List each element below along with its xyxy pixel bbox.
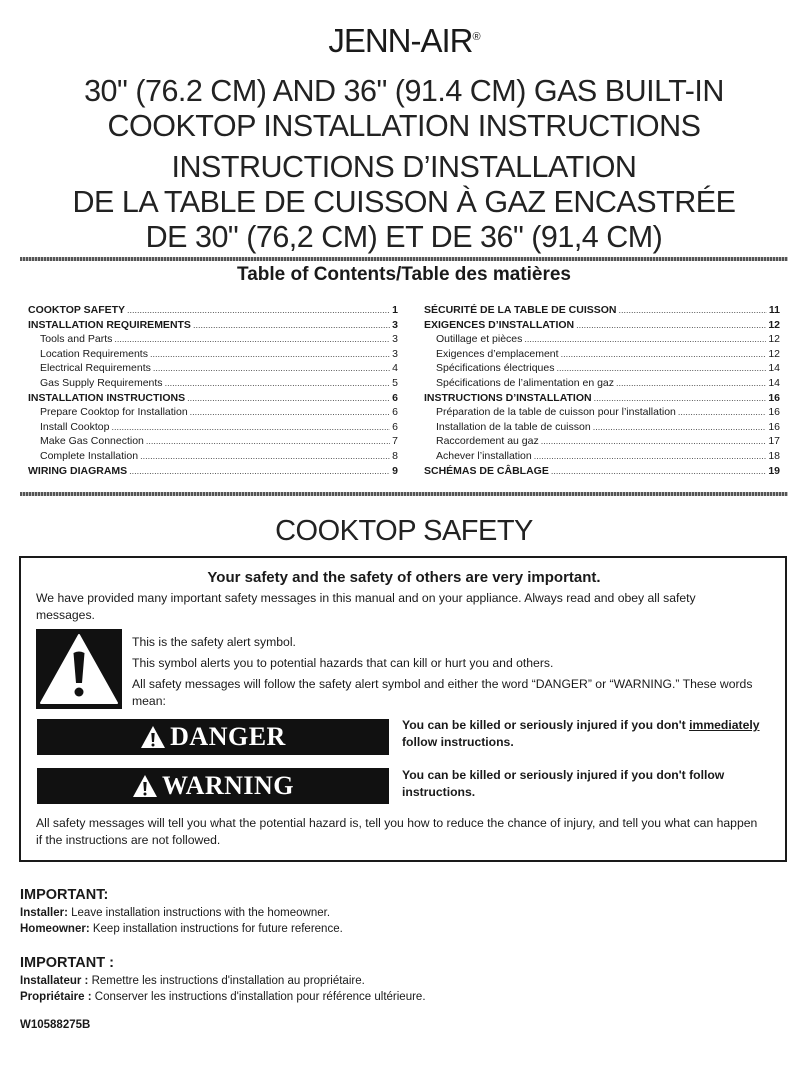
toc-entry (424, 421, 780, 436)
important-installer-en (20, 906, 330, 921)
toc-entry-page: 16 (768, 420, 780, 433)
toc-dot-leader (114, 334, 390, 344)
document-code: W10588275B (20, 1019, 91, 1031)
important-homeowner-fr (20, 990, 426, 1005)
title-french (0, 150, 808, 255)
toc-entry-label: Spécifications électriques (436, 362, 555, 375)
toc-entry-page: 3 (392, 333, 398, 346)
toc-entry (424, 435, 780, 450)
toc-entry-page: 1 (392, 304, 398, 316)
toc-entry-label: INSTALLATION REQUIREMENTS (28, 318, 191, 331)
toc-entry-page: 19 (768, 464, 780, 477)
toc-entry-page: 6 (392, 420, 398, 433)
toc-entry (28, 333, 398, 348)
toc-dot-leader (619, 305, 767, 315)
toc-entry-page: 17 (768, 435, 780, 448)
toc-dot-leader (678, 407, 766, 417)
registered-mark: ® (472, 31, 480, 43)
installer-text-en: Leave installation instructions with the homeowner. (67, 907, 331, 919)
toc-dot-leader (541, 436, 767, 446)
toc-entry (28, 450, 398, 465)
toc-entry-page: 16 (768, 391, 780, 404)
toc-entry-label: Raccordement au gaz (436, 435, 539, 448)
symbol-line-1: This is the safety alert symbol. (132, 635, 296, 649)
toc-entry-label: SÉCURITÉ DE LA TABLE DE CUISSON (424, 304, 617, 316)
toc-dot-leader (193, 320, 390, 330)
toc-entry-page: 12 (768, 347, 780, 360)
toc-entry-page: 8 (392, 449, 398, 462)
toc-entry-page: 14 (768, 362, 780, 375)
toc-entry (28, 435, 398, 450)
important-heading-fr: IMPORTANT : (20, 955, 114, 971)
toc-french-column (424, 304, 780, 479)
toc-entry-label: Complete Installation (40, 449, 139, 462)
toc-dot-leader (190, 407, 390, 417)
installer-label-en: Installer: (20, 907, 68, 919)
title-french-line-3: DE 30" (76,2 CM) ET DE 36" (91,4 CM) (145, 220, 663, 254)
toc-dot-leader (593, 422, 767, 432)
toc-entry-page: 12 (768, 318, 780, 331)
important-heading-en: IMPORTANT: (20, 887, 109, 903)
toc-entry-label: Gas Supply Requirements (40, 376, 163, 389)
toc-entry-label: COOKTOP SAFETY (28, 304, 126, 316)
toc-dot-leader (524, 334, 766, 344)
toc-divider (20, 492, 788, 496)
toc-entry-label: Make Gas Connection (40, 435, 144, 448)
toc-entry (424, 304, 780, 319)
homeowner-text-fr: Conserver les instructions d'installation pour référence ultérieure. (91, 991, 426, 1003)
toc-entry-page: 7 (392, 435, 398, 448)
danger-label (37, 719, 389, 755)
toc-entry (28, 377, 398, 392)
important-homeowner-en (20, 922, 343, 937)
section-title: COOKTOP SAFETY (275, 515, 533, 547)
toc-entry-label: Location Requirements (40, 347, 148, 360)
toc-entry-page: 6 (392, 406, 398, 419)
toc-entry (28, 319, 398, 334)
important-installer-fr (20, 974, 365, 989)
toc-entry-page: 5 (392, 376, 398, 389)
toc-english-column (28, 304, 398, 479)
toc-entry (424, 406, 780, 421)
toc-entry (28, 406, 398, 421)
toc-entry-label: SCHÉMAS DE CÂBLAGE (424, 464, 549, 477)
toc-entry-label: Electrical Requirements (40, 362, 151, 375)
toc-entry-page: 3 (392, 318, 398, 331)
toc-entry-page: 9 (392, 464, 398, 477)
symbol-line-3: All safety messages will follow the safety alert symbol and either the word “DANGER” or “WARNING.” These words mean: (132, 677, 753, 708)
toc-entry-label: Prepare Cooktop for Installation (40, 406, 188, 419)
toc-dot-leader (150, 349, 390, 359)
toc-entry-page: 4 (392, 362, 398, 375)
toc-dot-leader (165, 378, 391, 388)
toc-dot-leader (127, 305, 390, 315)
toc-dot-leader (129, 466, 390, 476)
toc-entry (424, 348, 780, 363)
toc-entry-label: WIRING DIAGRAMS (28, 464, 128, 477)
toc-dot-leader (594, 393, 767, 403)
toc-entry-label: Spécifications de l’alimentation en gaz (436, 376, 615, 389)
toc-entry-page: 18 (768, 449, 780, 462)
warning-label (37, 768, 389, 804)
danger-text-emphasis: immediately (689, 718, 760, 732)
toc-entry (424, 392, 780, 407)
title-english-line-1: 30" (76.2 CM) AND 36" (91.4 CM) GAS BUILT-IN (84, 74, 724, 108)
toc-entry-page: 3 (392, 347, 398, 360)
danger-alert-icon (140, 725, 166, 749)
toc-entry-page: 14 (768, 376, 780, 389)
brand-name: JENN-AIR (328, 22, 473, 59)
toc-dot-leader (534, 451, 767, 461)
toc-entry (28, 348, 398, 363)
warning-alert-icon (132, 774, 158, 798)
toc-dot-leader (146, 436, 390, 446)
danger-text-end: follow instructions. (402, 735, 514, 749)
toc-entry-label: Install Cooktop (40, 420, 110, 433)
title-english (0, 74, 808, 144)
homeowner-label-en: Homeowner: (20, 923, 90, 935)
toc-entry (424, 333, 780, 348)
toc-entry (28, 421, 398, 436)
safety-outro: All safety messages will tell you what the potential hazard is, tell you how to reduce the chance of injury, and tell you what can happen if the instructions are not followed. (36, 816, 758, 847)
toc-entry-page: 11 (768, 304, 780, 316)
installer-label-fr: Installateur : (20, 975, 89, 987)
toc-entry-label: Outillage et pièces (436, 333, 523, 346)
toc-entry-page: 12 (768, 333, 780, 346)
header-divider (20, 257, 788, 261)
toc-entry-label: INSTRUCTIONS D’INSTALLATION (424, 391, 592, 404)
safety-alert-icon (36, 629, 122, 709)
toc-entry (424, 450, 780, 465)
toc-entry (28, 392, 398, 407)
title-english-line-2: COOKTOP INSTALLATION INSTRUCTIONS (107, 109, 701, 143)
installer-text-fr: Remettre les instructions d'installation au propriétaire. (88, 975, 365, 987)
toc-dot-leader (616, 378, 766, 388)
toc-entry-label: Installation de la table de cuisson (436, 420, 591, 433)
toc-entry-label: Achever l’installation (436, 449, 532, 462)
toc-entry (28, 465, 398, 480)
toc-entry (424, 377, 780, 392)
toc-entry (424, 465, 780, 480)
toc-entry-label: EXIGENCES D’INSTALLATION (424, 318, 575, 331)
toc-entry-label: INSTALLATION INSTRUCTIONS (28, 391, 186, 404)
danger-label-text: DANGER (170, 722, 286, 751)
toc-entry-label: Tools and Parts (40, 333, 113, 346)
toc-entry (28, 362, 398, 377)
warning-label-text: WARNING (161, 771, 295, 800)
toc-entry-page: 6 (392, 391, 398, 404)
toc-entry (424, 362, 780, 377)
homeowner-label-fr: Propriétaire : (20, 991, 92, 1003)
symbol-line-2: This symbol alerts you to potential hazards that can kill or hurt you and others. (132, 656, 554, 670)
toc-dot-leader (111, 422, 390, 432)
danger-text-start: You can be killed or seriously injured if you don't (402, 718, 690, 732)
toc-entry (28, 304, 398, 319)
toc-dot-leader (153, 363, 390, 373)
toc-entry-label: Préparation de la table de cuisson pour l’installation (436, 406, 676, 419)
title-french-line-2: DE LA TABLE DE CUISSON À GAZ ENCASTRÉE (72, 185, 736, 219)
toc-title: Table of Contents/Table des matières (237, 264, 571, 285)
title-french-line-1: INSTRUCTIONS D’INSTALLATION (171, 150, 637, 184)
toc-dot-leader (187, 393, 390, 403)
safety-heading: Your safety and the safety of others are very important. (207, 569, 601, 586)
toc-entry-label: Exigences d’emplacement (436, 347, 559, 360)
toc-dot-leader (556, 363, 766, 373)
toc-entry (424, 319, 780, 334)
warning-description: You can be killed or seriously injured if you don't follow instructions. (402, 768, 725, 799)
homeowner-text-en: Keep installation instructions for future reference. (89, 923, 343, 935)
toc-dot-leader (551, 466, 766, 476)
toc-dot-leader (561, 349, 767, 359)
toc-entry-page: 16 (768, 406, 780, 419)
toc-dot-leader (576, 320, 766, 330)
toc-dot-leader (140, 451, 390, 461)
danger-description (402, 717, 782, 751)
safety-intro: We have provided many important safety messages in this manual and on your appliance. Always read and obey all safety messages. (36, 591, 696, 622)
brand-logo (0, 22, 808, 60)
